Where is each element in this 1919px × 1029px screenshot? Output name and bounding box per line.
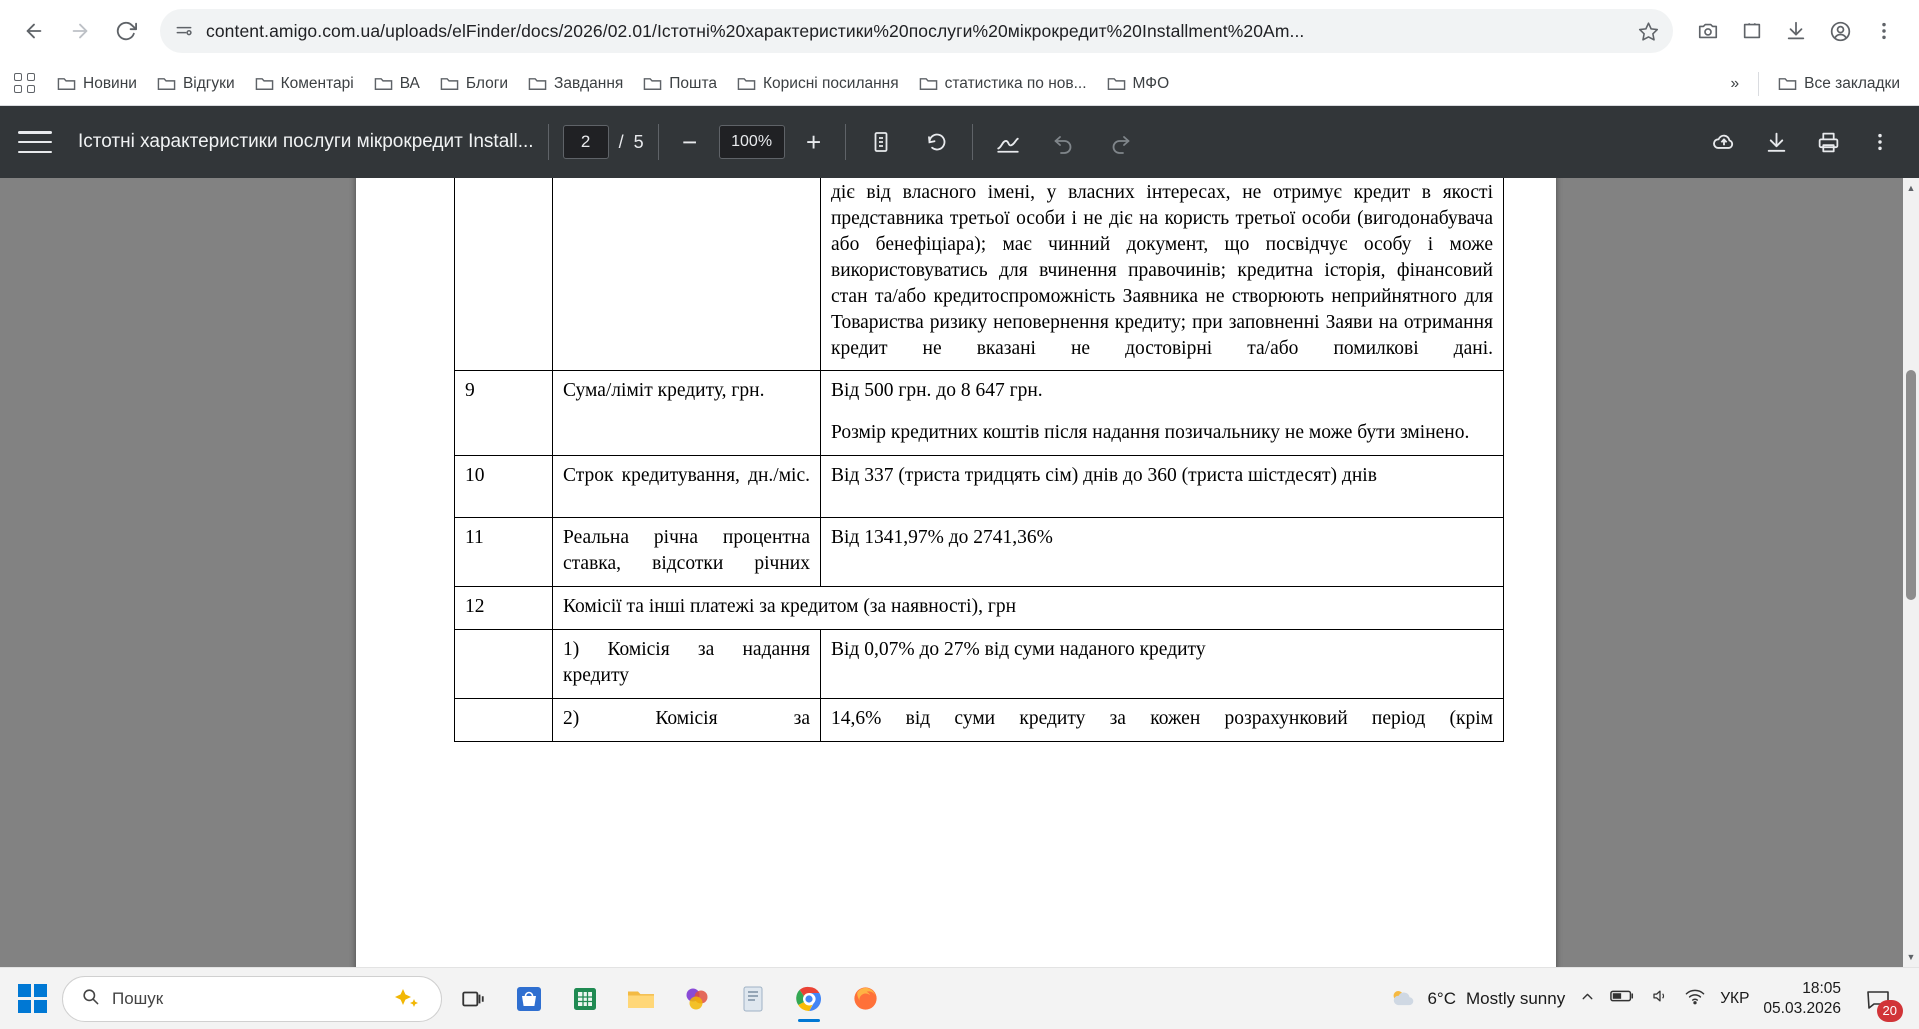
row-label-cell: Строк кредитування, дн./міс.: [553, 456, 821, 518]
zoom-out-button[interactable]: −: [682, 127, 698, 157]
bookmark-label: статистика по нов...: [944, 74, 1087, 92]
bookmark-item[interactable]: [48, 70, 146, 98]
scrollbar-thumb[interactable]: [1906, 370, 1916, 600]
folder-icon: [57, 76, 76, 92]
row-number-cell: 10: [455, 456, 553, 518]
row-label-cell: Реальна річна процентна ставка, відсотки річних: [553, 518, 821, 587]
row-number-cell: [455, 178, 553, 371]
fit-to-page-icon[interactable]: [860, 121, 902, 163]
row-label-cell: 2) Комісія за: [553, 698, 821, 741]
zoom-in-button[interactable]: +: [806, 127, 822, 157]
browser-toolbar: [0, 0, 1919, 62]
print-icon[interactable]: [1807, 121, 1849, 163]
row-number-cell: [455, 698, 553, 741]
bookmarks-divider: [1758, 72, 1759, 96]
search-placeholder: Пошук: [112, 988, 164, 1008]
row-label-cell-full: Комісії та інші платежі за кредитом (за наявності), грн: [553, 587, 1504, 630]
task-view-icon[interactable]: [448, 974, 498, 1024]
zoom-level-input[interactable]: [719, 125, 785, 159]
bookmark-label: ВА: [399, 74, 420, 92]
page-separator: /: [618, 131, 624, 152]
save-to-drive-icon[interactable]: [1703, 121, 1745, 163]
reader-app-icon[interactable]: [728, 974, 778, 1024]
row-number-cell: 9: [455, 371, 553, 456]
bookmark-label: Корисні посилання: [763, 74, 899, 92]
value-paragraph: Розмір кредитних коштів після надання позичальнику не може бути змінено.: [831, 422, 1470, 444]
toolbar-divider: [972, 124, 973, 160]
value-paragraph: Від 500 грн. до 8 647 грн.: [831, 380, 1043, 402]
extensions-icon[interactable]: [1731, 10, 1773, 52]
page-navigation: [563, 125, 644, 159]
windows-logo-icon: [18, 984, 47, 1013]
bookmark-item[interactable]: [431, 70, 517, 98]
toolbar-actions: [1687, 10, 1905, 52]
clock-date: 05.03.2026: [1763, 999, 1841, 1017]
table-row: [455, 630, 1504, 699]
screenshot-camera-icon[interactable]: [1687, 10, 1729, 52]
row-number-cell: 11: [455, 518, 553, 587]
pdf-more-menu-icon[interactable]: [1859, 121, 1901, 163]
pdf-document-title: Істотні характеристики послуги мікрокредит Install...: [78, 131, 534, 152]
bookmark-item[interactable]: [246, 70, 363, 98]
folder-icon: [255, 76, 274, 92]
overflow-label: »: [1730, 74, 1740, 92]
table-row: [455, 518, 1504, 587]
back-arrow-icon[interactable]: [14, 11, 54, 51]
table-row: [455, 178, 1504, 371]
bookmarks-bar: [0, 62, 1919, 106]
folder-icon: [919, 76, 938, 92]
profile-avatar-icon[interactable]: [1819, 10, 1861, 52]
taskbar-search[interactable]: [62, 976, 442, 1022]
file-explorer-icon[interactable]: [616, 974, 666, 1024]
volume-icon[interactable]: [1650, 987, 1670, 1010]
apps-grid-icon[interactable]: [14, 73, 36, 95]
tray-chevron-up-icon[interactable]: [1579, 988, 1596, 1010]
pdf-toolbar-right: [1703, 121, 1901, 163]
bookmark-item[interactable]: [1098, 70, 1179, 98]
firefox-icon[interactable]: [840, 974, 890, 1024]
bookmark-item[interactable]: [634, 70, 726, 98]
bookmark-item[interactable]: [519, 70, 632, 98]
bookmark-label: Відгуки: [182, 74, 235, 92]
rotate-icon[interactable]: [916, 121, 958, 163]
windows-taskbar: [0, 967, 1919, 1029]
row-number-cell: [455, 630, 553, 699]
bookmark-label: Завдання: [554, 74, 624, 92]
bookmark-item[interactable]: [365, 70, 429, 98]
language-indicator[interactable]: УКР: [1720, 989, 1750, 1007]
undo-icon[interactable]: [1043, 121, 1085, 163]
notifications-button[interactable]: [1855, 974, 1901, 1024]
document-table: [454, 178, 1504, 742]
downloads-icon[interactable]: [1775, 10, 1817, 52]
browser-chrome: [0, 0, 1919, 106]
row-value-cell: [821, 371, 1504, 456]
vertical-scrollbar[interactable]: [1903, 178, 1919, 967]
row-number-cell: 12: [455, 587, 553, 630]
bookmark-label: Пошта: [669, 74, 718, 92]
row-label-cell: [553, 178, 821, 371]
microsoft-store-icon[interactable]: [504, 974, 554, 1024]
bookmark-label: Блоги: [465, 74, 509, 92]
all-bookmarks-button[interactable]: [1769, 70, 1909, 98]
pdf-page-content: [356, 178, 1556, 742]
row-value-cell: діє від власного імені, у власних інтересах, не отримує кредит в якості представника третьої особи і не діє на користь третьої особи (вигодонабувача або бенефіціара); має чинний документ, що посвідчує особу і може використовуватись для вчинення правочинів; кредитна історія, фінансовий стан та/або кредитоспроможність Заявника не створюють неприйнятного для Товариства ризику неповернення кредиту; при заповненні Заяви на отримання кредит не вказані не достовірні та/або помилкові дані.: [821, 178, 1504, 371]
row-value-cell: Від 1341,97% до 2741,36%: [821, 518, 1504, 587]
folder-icon: [643, 76, 662, 92]
table-row: [455, 371, 1504, 456]
scroll-down-arrow[interactable]: ▼: [1906, 952, 1916, 962]
site-settings-icon[interactable]: [174, 21, 194, 41]
search-icon: [81, 987, 100, 1011]
weather-widget[interactable]: [1387, 986, 1565, 1012]
folder-icon: [528, 76, 547, 92]
start-button[interactable]: [8, 975, 56, 1023]
clock-time: 18:05: [1802, 980, 1841, 998]
bookmarks-overflow-chevron[interactable]: [1722, 70, 1749, 98]
weather-icon: [1387, 986, 1417, 1012]
folder-icon: [737, 76, 756, 92]
bookmark-label: МФО: [1132, 74, 1170, 92]
row-label-cell: Сума/ліміт кредиту, грн.: [553, 371, 821, 456]
all-bookmarks-label: Все закладки: [1804, 74, 1900, 92]
toolbar-divider: [548, 124, 549, 160]
annotate-pen-icon[interactable]: [987, 121, 1029, 163]
bookmark-label: Коментарі: [280, 74, 354, 92]
bookmark-item[interactable]: [148, 70, 244, 98]
clock[interactable]: [1763, 979, 1841, 1018]
bookmark-label: Новини: [83, 74, 137, 92]
row-label-cell: 1) Комісія за надання кредиту: [553, 630, 821, 699]
row-value-cell: 14,6% від суми кредиту за кожен розрахунковий період (крім: [821, 698, 1504, 741]
weather-condition: Mostly sunny: [1466, 988, 1566, 1008]
pdf-page: [356, 178, 1556, 967]
folder-icon: [1778, 76, 1797, 92]
download-icon[interactable]: [1755, 121, 1797, 163]
bookmark-item[interactable]: [910, 70, 1096, 98]
folder-icon: [374, 76, 393, 92]
toolbar-divider: [845, 124, 846, 160]
table-row: [455, 587, 1504, 630]
address-bar-url: content.amigo.com.ua/uploads/elFinder/docs/2026/02.01/Істотні%20характеристики%20послуги%20мікрокредит%20Installment%20Am...: [206, 20, 1305, 41]
table-row: [455, 698, 1504, 741]
folder-icon: [157, 76, 176, 92]
row-value-cell: Від 337 (триста тридцять сім) днів до 360 (триста шістдесят) днів: [821, 456, 1504, 518]
zoom-controls: [673, 125, 831, 159]
row-value-cell: Від 0,07% до 27% від суми наданого кредиту: [821, 630, 1504, 699]
scroll-up-arrow[interactable]: ▲: [1906, 183, 1916, 193]
star-icon[interactable]: [1638, 21, 1659, 42]
google-chrome-icon[interactable]: [784, 974, 834, 1024]
reload-icon[interactable]: [106, 11, 146, 51]
wifi-icon[interactable]: [1684, 987, 1706, 1010]
table-row: [455, 456, 1504, 518]
pdf-document-viewport[interactable]: [0, 178, 1919, 967]
copilot-sparkle-icon[interactable]: [389, 986, 423, 1012]
pdf-toolbar: [0, 106, 1919, 178]
photos-icon[interactable]: [672, 974, 722, 1024]
browser-menu-icon[interactable]: [1863, 10, 1905, 52]
address-bar[interactable]: [160, 9, 1673, 53]
system-tray: [1387, 974, 1911, 1024]
toolbar-divider: [658, 124, 659, 160]
folder-icon: [1107, 76, 1126, 92]
sidebar-toggle-icon[interactable]: [18, 127, 52, 157]
page-total: 5: [633, 131, 644, 152]
folder-icon: [440, 76, 459, 92]
bookmark-item[interactable]: [728, 70, 908, 98]
notification-badge: 20: [1877, 1000, 1903, 1022]
excel-icon[interactable]: [560, 974, 610, 1024]
weather-temperature: 6°C: [1427, 988, 1456, 1008]
forward-arrow-icon[interactable]: [60, 11, 100, 51]
page-number-input[interactable]: [563, 125, 609, 159]
redo-icon[interactable]: [1099, 121, 1141, 163]
battery-icon[interactable]: [1610, 988, 1636, 1009]
